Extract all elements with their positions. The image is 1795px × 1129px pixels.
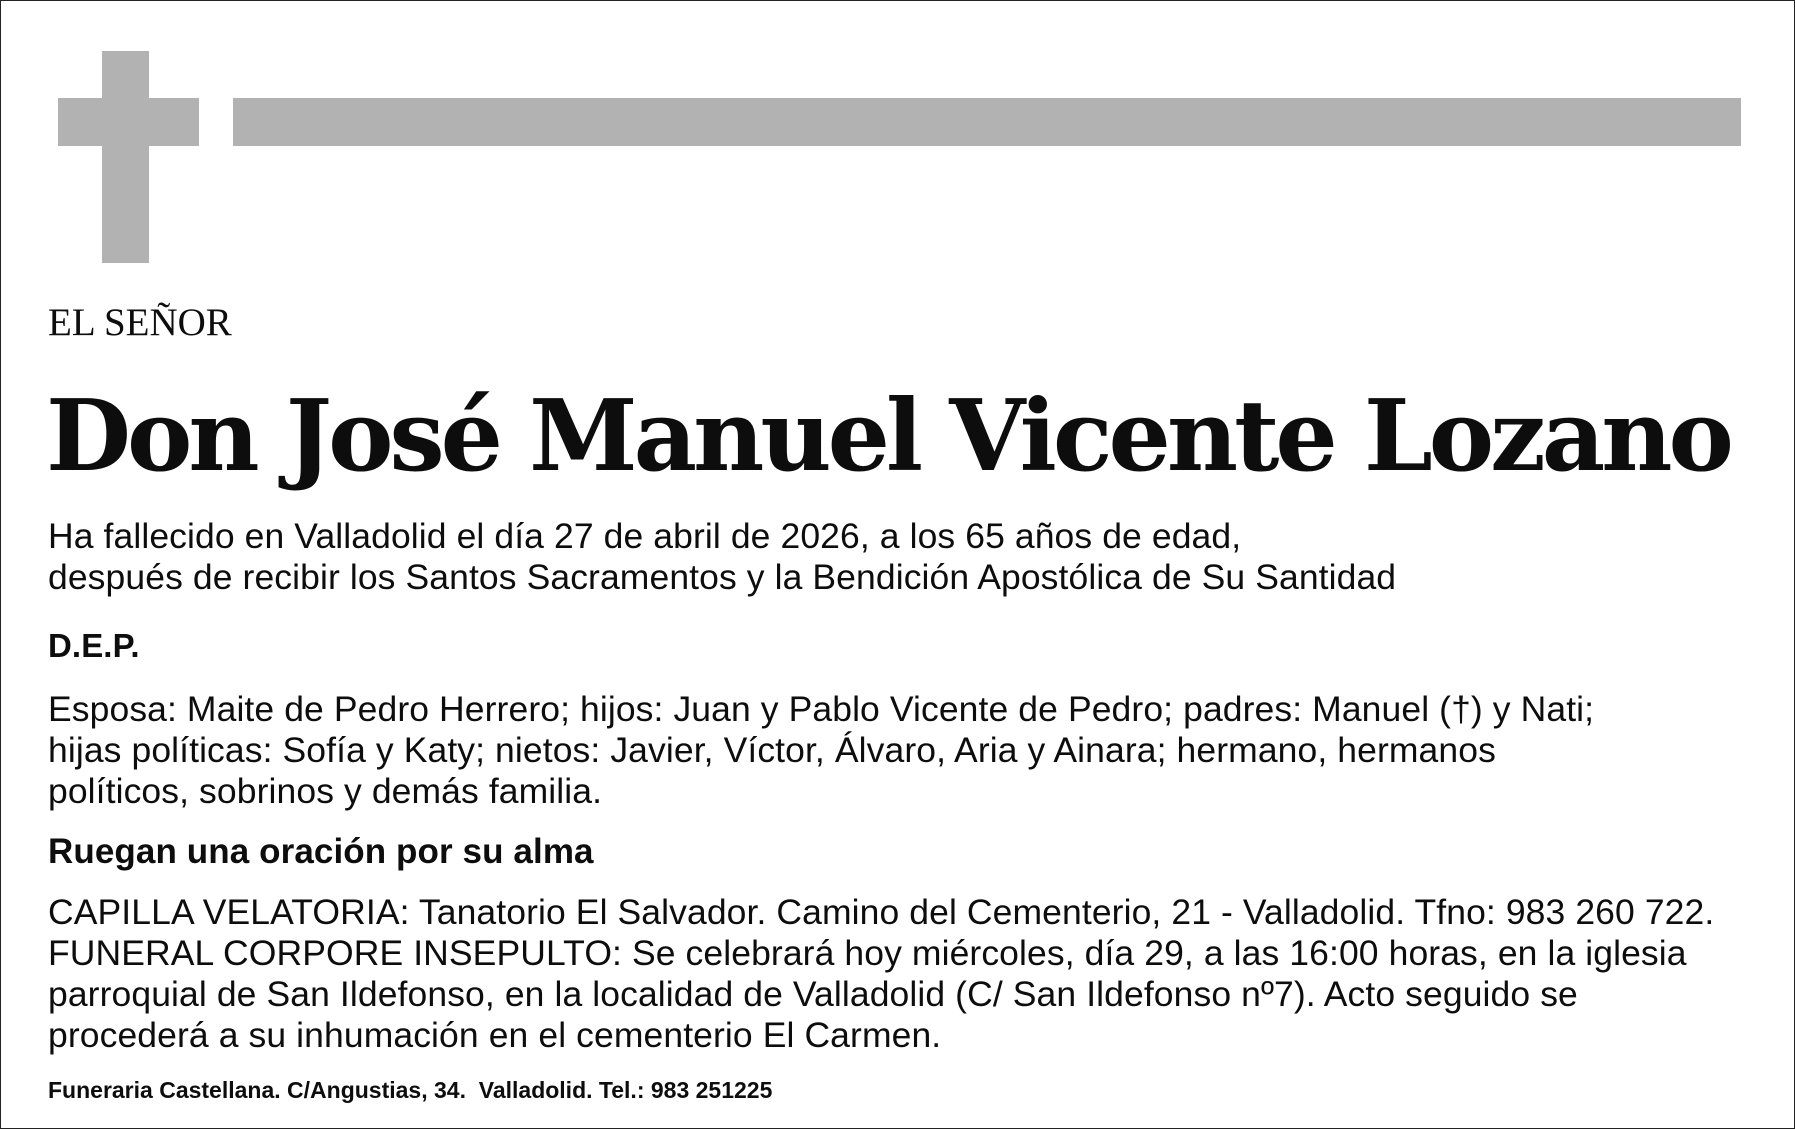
honorific: EL SEÑOR bbox=[48, 301, 232, 344]
family-line: políticos, sobrinos y demás familia. bbox=[48, 771, 603, 811]
family-line: hijas políticas: Sofía y Katy; nietos: Javier, Víctor, Álvaro, Aria y Ainara; hermano, hermanos bbox=[48, 730, 1496, 770]
prayer-request: Ruegan una oración por su alma bbox=[48, 832, 594, 871]
services-line: CAPILLA VELATORIA: Tanatorio El Salvador. Camino del Cementerio, 21 - Valladolid. Tfno: 983 260 722. bbox=[48, 892, 1715, 932]
cross-horizontal-bar bbox=[58, 98, 199, 146]
funeral-home-footer: Funeraria Castellana. C/Angustias, 34. Valladolid. Tel.: 983 251225 bbox=[48, 1077, 773, 1103]
header-rule bbox=[233, 98, 1741, 146]
intro-line: Ha fallecido en Valladolid el día 27 de abril de 2026, a los 65 años de edad, bbox=[48, 516, 1242, 556]
cross-vertical-bar bbox=[102, 51, 149, 263]
family-paragraph bbox=[48, 689, 1594, 812]
dep-label: D.E.P. bbox=[48, 627, 140, 664]
intro-line: después de recibir los Santos Sacramentos y la Bendición Apostólica de Su Santidad bbox=[48, 557, 1397, 597]
family-line: Esposa: Maite de Pedro Herrero; hijos: Juan y Pablo Vicente de Pedro; padres: Manuel (†) y Nati; bbox=[48, 689, 1595, 729]
services-paragraph bbox=[48, 892, 1714, 1056]
deceased-name: Don José Manuel Vicente Lozano bbox=[46, 379, 1730, 494]
services-line: procederá a su inhumación en el cementerio El Carmen. bbox=[48, 1015, 942, 1055]
services-line: FUNERAL CORPORE INSEPULTO: Se celebrará hoy miércoles, día 29, a las 16:00 horas, en la iglesia bbox=[48, 933, 1687, 973]
services-line: parroquial de San Ildefonso, en la localidad de Valladolid (C/ San Ildefonso nº7). Acto seguido se bbox=[48, 974, 1578, 1014]
intro-paragraph bbox=[48, 516, 1396, 598]
